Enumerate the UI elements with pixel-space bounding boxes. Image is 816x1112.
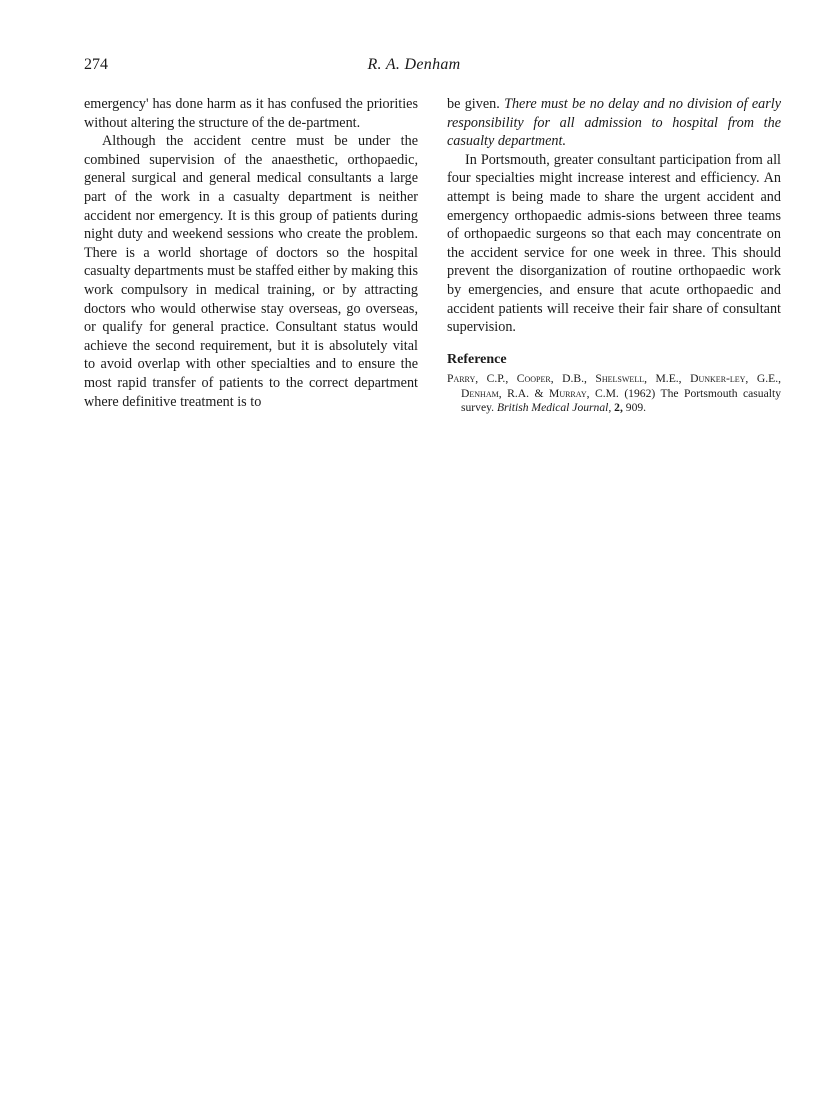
paragraph-continuation: emergency' has done harm as it has confused the priorities without altering the structure of the de-partment.: [84, 96, 418, 131]
reference-heading: Reference: [447, 351, 507, 367]
left-column: [84, 95, 418, 411]
running-head-author: R. A. Denham: [367, 56, 461, 73]
reference-pages: 909.: [622, 400, 647, 414]
page-header: [84, 56, 744, 82]
conclusion-text: be given.: [447, 96, 505, 112]
reference-journal: British Medical Journal,: [496, 400, 612, 414]
page-number: 274: [84, 56, 108, 73]
paragraph-portsmouth: In Portsmouth, greater consultant participation from all four specialties might increase interest and efficiency. An attempt is being made to share the urgent accident and emergency orthopaedic admis-sions between three teams of orthopaedic surgeons so that each may concentrate on the accident service for one week in three. This should prevent the disorganization of routine orthopaedic work by emergencies, and ensure that acute orthopaedic and accident patients will receive their fair share of consultant supervision.: [447, 151, 781, 336]
paragraph-conclusion: [447, 95, 781, 151]
reference-entry: [447, 372, 781, 415]
reference-authors: Parry, C.P., Cooper, D.B., Shelswell, M.E., Dunker-ley, G.E., Denham, R.A. & Murray, C.M.: [447, 372, 781, 400]
reference-volume: 2,: [611, 400, 623, 414]
right-column: [447, 95, 781, 415]
reference-title: (1962) The Portsmouth casualty survey.: [461, 386, 781, 414]
paragraph-accident-centre: Although the accident centre must be under the combined supervision of the anaesthetic, orthopaedic, general surgical and general medical consultants a large part of the work in a casualty department is neither accident nor emergency. It is this group of patients during night duty and weekend sessions who create the problem. There is a world shortage of doctors so the hospital casualty departments must be staffed either by making this work compulsory in medical training, or by attracting doctors who would otherwise stay overseas, go overseas, or qualify for general practice. Consultant status would achieve the second requirement, but it is absolutely vital to avoid overlap with other specialties and to ensure the most rapid transfer of patients to the correct department where definitive treatment is to: [84, 133, 418, 410]
conclusion-emphasis: There must be no delay and no division of early responsibility for all admission to hospital from the casualty department.: [447, 96, 781, 150]
